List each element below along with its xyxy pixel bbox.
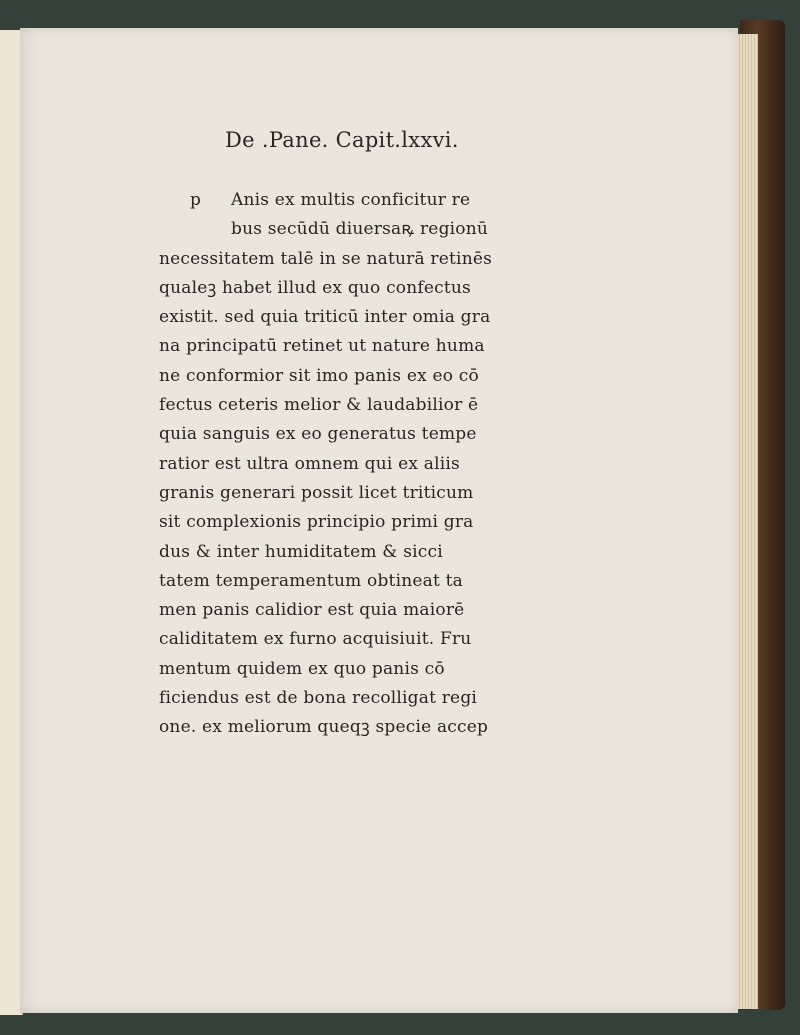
text-line: quia sanguis ex eo generatus tempe bbox=[159, 424, 477, 445]
text-line: one. ex meliorum queqꝫ specie accep bbox=[159, 717, 489, 738]
text-line: tatem temperamentum obtineat ta bbox=[159, 570, 463, 591]
text-line: qualeꝫ habet illud ex quo confectus bbox=[159, 277, 471, 298]
text-line: dus & inter humiditatem & sicci bbox=[159, 541, 443, 562]
text-line: granis generari possit licet triticum bbox=[159, 482, 474, 503]
text-line: caliditatem ex furno acquisiuit. Fru bbox=[159, 629, 472, 650]
text-line: bus secūdū diuersaꝶ regionū bbox=[231, 219, 489, 240]
text-line: men panis calidior est quia maiorē bbox=[159, 600, 465, 621]
text-line: necessitatem talē in se naturā retinēs bbox=[159, 248, 493, 269]
text-line: na principatū retinet ut nature huma bbox=[159, 336, 485, 357]
text-line: mentum quidem ex quo panis cō bbox=[159, 658, 445, 679]
text-line: ficiendus est de bona recolligat regi bbox=[159, 688, 478, 709]
text-line: sit complexionis principio primi gra bbox=[159, 512, 474, 533]
body-text bbox=[159, 186, 539, 743]
initial-letter: p bbox=[190, 190, 201, 210]
text-line: fectus ceteris melior & laudabilior ē bbox=[159, 395, 479, 416]
text-line: existit. sed quia triticū inter omia gra bbox=[159, 307, 491, 328]
text-line: ne conformior sit imo panis ex eo cō bbox=[159, 365, 479, 386]
text-line: ratior est ultra omnem qui ex aliis bbox=[159, 453, 460, 474]
chapter-heading: De .Pane. Capit.lxxvi. bbox=[225, 128, 459, 152]
text-line: Anis ex multis conficitur re bbox=[231, 190, 471, 210]
